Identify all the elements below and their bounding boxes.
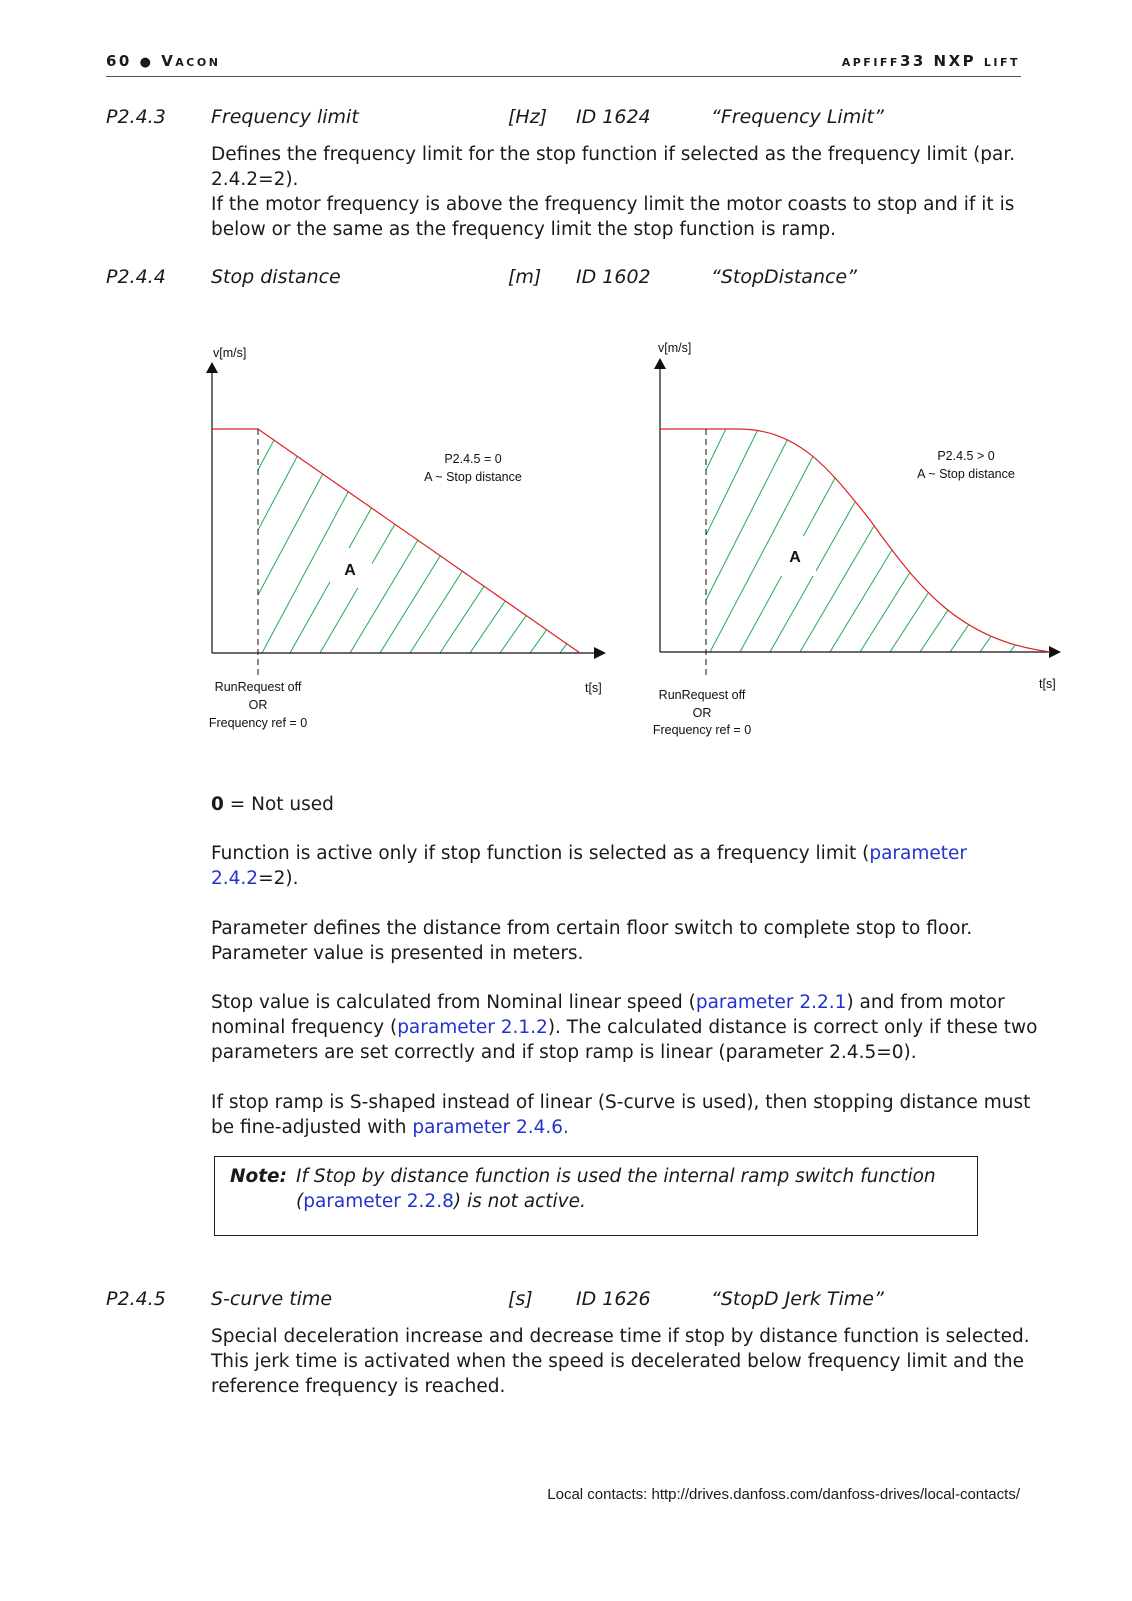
y-axis-arrow-icon [654,358,666,369]
s-curve-ramp [706,429,1050,652]
area-label: A [789,549,801,566]
param-code: P2.4.4 [106,266,166,288]
param-unit: [s] [508,1288,533,1310]
y-axis-arrow-icon [206,362,218,373]
condition-label: P2.4.5 > 0 [937,449,995,463]
param-id: ID 1624 [576,106,651,128]
text-line: Parameter defines the distance from certain floor switch to complete stop to floor. [211,918,973,939]
text-line [211,990,1041,1015]
hatch-area [258,395,750,653]
text: ( [296,1191,304,1212]
param-id: ID 1626 [576,1288,651,1310]
p244-paragraph-3 [211,990,1041,1065]
link-parameter-2-2-1[interactable]: parameter 2.2.1 [695,992,847,1013]
trigger-label-2: OR [692,706,712,720]
area-label: A [344,562,356,579]
option-value: 0 [211,794,224,815]
link-parameter[interactable]: parameter [869,843,968,864]
p244-paragraph-4 [211,1090,1041,1140]
param-name: S-curve time [211,1288,333,1310]
text: be fine-adjusted with [211,1117,413,1138]
y-axis-label: v[m/s] [213,346,247,360]
text: Stop value is calculated from Nominal linear speed ( [211,992,696,1013]
p245-description [211,1324,1041,1399]
x-axis-arrow-icon [1049,646,1061,658]
param-name: Stop distance [211,266,341,288]
note-text [296,1164,966,1214]
trigger-label-3: Frequency ref = 0 [208,716,308,730]
text-line [211,1115,1041,1140]
param-label: “StopDistance” [711,266,857,288]
x-axis-label: t[s] [1039,677,1056,691]
area-description: A ~ Stop distance [917,467,1015,481]
decel-ramp [258,429,580,653]
header-doc-title: apfiff33 NXP lift [841,52,1020,70]
p244-paragraph-2 [211,916,1031,966]
text: ). The calculated distance is correct only if these two [547,1017,1038,1038]
param-name: Frequency limit [211,106,359,128]
text: nominal frequency ( [211,1017,398,1038]
text-line: reference frequency is reached. [211,1376,506,1397]
text: is not active. [461,1191,586,1212]
option-text: = Not used [223,794,334,815]
link-parameter-2-4-2[interactable]: 2.4.2 [211,868,259,889]
area-description: A ~ Stop distance [424,470,522,484]
footer-contacts: Local contacts: http://drives.danfoss.com/danfoss-drives/local-contacts/ [547,1486,1020,1503]
text-line: Special deceleration increase and decrease time if stop by distance function is selected. [211,1326,1030,1347]
note-label: Note: [230,1166,287,1187]
text-line [211,1015,1041,1040]
text: ) and from motor [846,992,1005,1013]
text-line: Parameter value is presented in meters. [211,943,584,964]
hatch-area [706,405,1132,652]
text: =2). [258,868,299,889]
link-parameter-2-4-6[interactable]: parameter 2.4.6. [412,1117,569,1138]
text-line: 2.4.2=2). [211,169,299,190]
text-line [211,841,1031,866]
diagram-left [206,346,750,730]
text-line: below or the same as the frequency limit the stop function is ramp. [211,219,837,240]
option-not-used [211,792,334,817]
condition-label: P2.4.5 = 0 [444,452,502,466]
text-line: parameters are set correctly and if stop ramp is linear (parameter 2.4.5=0). [211,1042,917,1063]
text-line: This jerk time is activated when the speed is decelerated below frequency limit and the [211,1351,1024,1372]
param-code: P2.4.5 [106,1288,166,1310]
text-line: If stop ramp is S-shaped instead of linear (S-curve is used), then stopping distance must [211,1092,1031,1113]
y-axis-label: v[m/s] [658,341,692,355]
param-id: ID 1602 [576,266,651,288]
text-line [211,866,1031,891]
x-axis-arrow-icon [594,647,606,659]
param-unit: [Hz] [508,106,548,128]
text: Function is active only if stop function is selected as a frequency limit ( [211,843,870,864]
trigger-label-1: RunRequest off [214,680,302,694]
text-line: If Stop by distance function is used the internal ramp switch function [296,1166,936,1187]
trigger-label-2: OR [248,698,268,712]
text-line [296,1189,966,1214]
param-unit: [m] [508,266,542,288]
bullet-icon: ● [139,55,154,70]
diagram-right [653,341,1132,737]
text: ) [453,1191,462,1212]
text-line: If the motor frequency is above the frequency limit the motor coasts to stop and if it is [211,194,1015,215]
text-line: Defines the frequency limit for the stop function if selected as the frequency limit (par. [211,144,1016,165]
x-axis-label: t[s] [585,681,602,695]
trigger-label-3: Frequency ref = 0 [652,723,752,737]
param-label: “StopD Jerk Time” [711,1288,884,1310]
link-parameter-2-2-8[interactable]: parameter 2.2.8 [303,1191,454,1212]
trigger-label-1: RunRequest off [658,688,746,702]
stop-distance-diagrams [0,0,1132,780]
page-number: 60 [106,52,132,70]
link-parameter-2-1-2[interactable]: parameter 2.1.2 [397,1017,548,1038]
p244-paragraph-1 [211,841,1031,891]
param-label: “Frequency Limit” [711,106,884,128]
brand-name: Vacon [161,52,221,70]
param-code: P2.4.3 [106,106,166,128]
